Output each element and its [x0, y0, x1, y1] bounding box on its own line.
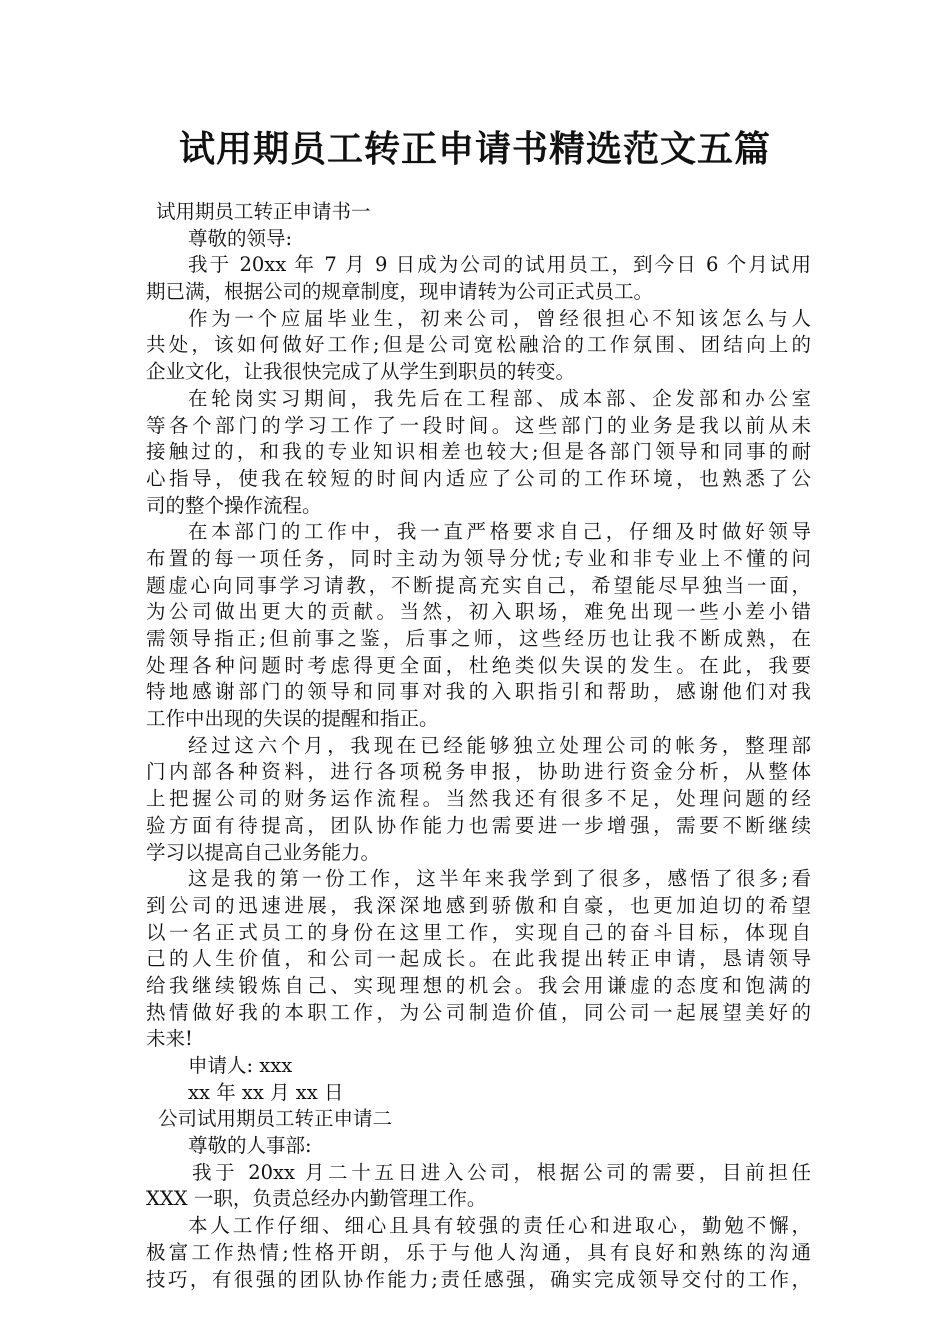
paragraph-line: 处理各种问题时考虑得更全面，杜绝类似失误的发生。在此，我要 [146, 653, 811, 677]
paragraph-line: 特地感谢部门的领导和同事对我的入职指引和帮助，感谢他们对我 [146, 680, 811, 704]
paragraph-line: 验方面有待提高，团队协作能力也需要进一步增强，需要不断继续 [146, 813, 811, 837]
paragraph-line: 在轮岗实习期间，我先后在工程部、成本部、企发部和办公室 [188, 386, 811, 410]
paragraph-line: 经过这六个月，我现在已经能够独立处理公司的帐务，整理部 [188, 733, 811, 757]
signature-date: xx 年 xx 月 xx 日 [188, 1080, 344, 1104]
paragraph-line: 题虚心向同事学习请教，不断提高充实自己，希望能尽早独当一面， [146, 573, 811, 597]
salutation: 尊敬的人事部: [188, 1134, 312, 1158]
paragraph-line: 上把握公司的财务运作流程。当然我还有很多不足，处理问题的经 [146, 787, 811, 811]
paragraph-line: 给我继续锻炼自己、实现理想的机会。我会用谦虚的态度和饱满的 [146, 973, 811, 997]
paragraph-line: 这是我的第一份工作，这半年来我学到了很多，感悟了很多;看 [188, 867, 811, 891]
paragraph-line: 门内部各种资料，进行各项税务申报，协助进行资金分析，从整体 [146, 760, 811, 784]
document-body [146, 199, 811, 1293]
paragraph-line: 布置的每一项任务，同时主动为领导分忧;专业和非专业上不懂的问 [146, 546, 811, 570]
paragraph-line: 以一名正式员工的身份在这里工作，实现自己的奋斗目标，体现自 [146, 920, 811, 944]
salutation: 尊敬的领导: [188, 226, 293, 250]
paragraph-line: 本人工作仔细、细心且具有较强的责任心和进取心，勤勉不懈， [188, 1214, 811, 1238]
paragraph-line: 工作中出现的失误的提醒和指正。 [146, 707, 439, 731]
paragraph-line: 作为一个应届毕业生，初来公司，曾经很担心不知该怎么与人 [188, 306, 811, 330]
paragraph-line: 热情做好我的本职工作，为公司制造价值，同公司一起展望美好的 [146, 1000, 811, 1024]
paragraph-line: 需领导指正;但前事之鉴，后事之师，这些经历也让我不断成熟，在 [146, 627, 811, 650]
paragraph-line: 技巧，有很强的团队协作能力;责任感强，确实完成领导交付的工作， [146, 1267, 811, 1291]
paragraph-line: 心指导，使我在较短的时间内适应了公司的工作环境，也熟悉了公 [146, 466, 811, 490]
paragraph-line: 我于 20xx 月二十五日进入公司，根据公司的需要，目前担任 [192, 1160, 811, 1184]
paragraph-line: 企业文化，让我很快完成了从学生到职员的转变。 [146, 360, 576, 384]
signature-applicant: 申请人: xxx [188, 1054, 293, 1077]
paragraph-line: 己的人生价值，和公司一起成长。在此我提出转正申请，恳请领导 [146, 947, 811, 971]
paragraph-line: 司的整个操作流程。 [146, 493, 322, 517]
section-heading: 试用期员工转正申请书一 [156, 200, 371, 223]
document-title: 试用期员工转正申请书精选范文五篇 [178, 129, 771, 170]
paragraph-line: 在本部门的工作中，我一直严格要求自己，仔细及时做好领导 [188, 520, 811, 544]
paragraph-line: 未来! [146, 1027, 193, 1051]
paragraph-line: XXX 一职，负责总经办内勤管理工作。 [146, 1187, 487, 1211]
paragraph-line: 期已满，根据公司的规章制度，现申请转为公司正式员工。 [146, 280, 654, 304]
paragraph-line: 共处，该如何做好工作;但是公司宽松融洽的工作氛围、团结向上的 [146, 333, 811, 357]
paragraph-line: 我于 20xx 年 7 月 9 日成为公司的试用员工，到今日 6 个月试用 [188, 253, 811, 277]
paragraph-line: 到公司的迅速进展，我深深地感到骄傲和自豪，也更加迫切的希望 [146, 893, 811, 917]
paragraph-line: 极富工作热情;性格开朗，乐于与他人沟通，具有良好和熟练的沟通 [146, 1240, 811, 1264]
section-heading: 公司试用期员工转正申请二 [158, 1107, 393, 1131]
paragraph-line: 等各个部门的学习工作了一段时间。这些部门的业务是我以前从未 [146, 413, 811, 437]
paragraph-line: 为公司做出更大的贡献。当然，初入职场，难免出现一些小差小错 [146, 600, 811, 624]
paragraph-line: 学习以提高自己业务能力。 [146, 840, 381, 864]
paragraph-line: 接触过的，和我的专业知识相差也较大;但是各部门领导和同事的耐 [146, 440, 811, 464]
